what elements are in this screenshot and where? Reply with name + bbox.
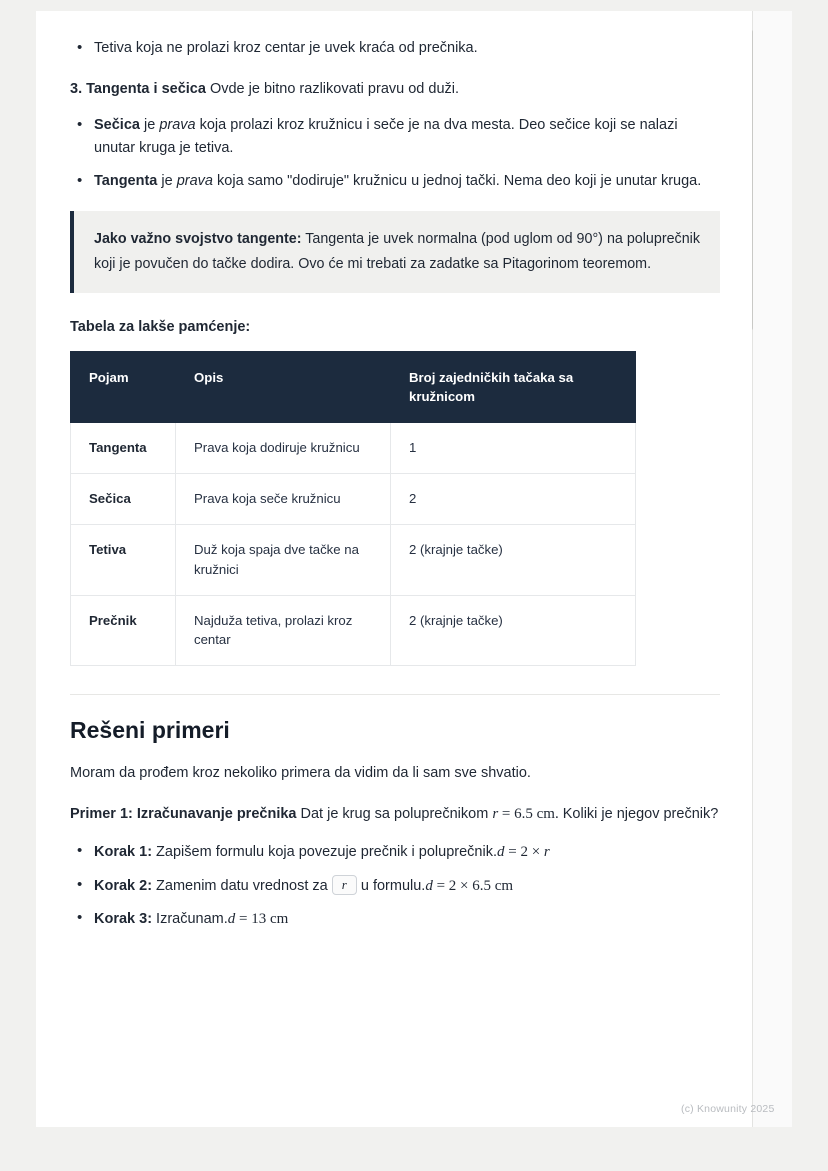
examples-intro: Moram da prođem kroz nekoliko primera da vidim da li sam sve shvatio. — [70, 765, 531, 782]
table-header-row — [71, 352, 636, 423]
list-item — [92, 37, 720, 60]
table-row — [71, 423, 636, 474]
top-bullet-list — [70, 37, 720, 60]
table-cell-term: Tangenta — [71, 423, 176, 474]
callout-bold: Jako važno svojstvo tangente: — [94, 231, 302, 248]
table-cell-count: 2 — [391, 474, 636, 525]
examples-heading: Rešeni primeri — [70, 717, 230, 744]
list-item — [92, 874, 720, 898]
table-title: Tabela za lakše pamćenje: — [70, 319, 251, 336]
korak-1-label: Korak 1: — [94, 844, 153, 861]
table-cell-count: 2 (krajnje tačke) — [391, 595, 636, 666]
table-cell-desc: Prava koja dodiruje kružnicu — [176, 423, 391, 474]
table-header-broj: Broj zajedničkih tačaka sa kružnicom — [391, 352, 636, 423]
korak-3-text: Izračunam. — [152, 911, 228, 928]
primer-1-var-r: r — [492, 805, 499, 822]
table-cell-count: 2 (krajnje tačke) — [391, 525, 636, 596]
list-item — [92, 840, 720, 864]
primer-1-paragraph — [70, 802, 720, 826]
steps-list — [70, 840, 720, 931]
callout-text — [94, 227, 700, 277]
korak-3-formula-rest: = 13 cm — [235, 911, 289, 928]
korak-1-formula-rest: = 2 × — [504, 844, 544, 861]
korak-1-text: Zapišem formulu koja povezuje prečnik i poluprečnik. — [152, 844, 497, 861]
inline-code-chip-r: r — [332, 875, 357, 896]
memory-table — [70, 351, 636, 666]
list-item — [92, 114, 720, 161]
table-cell-term: Sečica — [71, 474, 176, 525]
bullet-rest: koja prolazi kroz kružnicu i seče je na dva mesta. Deo sečice koji se nalazi unutar kruga je tetiva. — [94, 116, 678, 157]
section-3-heading — [70, 78, 720, 101]
top-bullet-text: Tetiva koja ne prolazi kroz centar je uvek kraća od prečnika. — [94, 40, 478, 56]
table-cell-term: Prečnik — [71, 595, 176, 666]
bullet-italic: prava — [176, 172, 213, 189]
table-cell-count: 1 — [391, 423, 636, 474]
table-header-pojam: Pojam — [71, 352, 176, 423]
section-3-heading-bold: 3. Tangenta i sečica — [70, 81, 206, 98]
watermark: (c) Knowunity 2025 — [681, 1103, 775, 1115]
bullet-term-secica: Sečica — [94, 116, 140, 133]
primer-1-bold: Primer 1: Izračunavanje prečnika — [70, 805, 297, 822]
bullet-italic: prava — [159, 116, 196, 133]
table-header-opis: Opis — [176, 352, 391, 423]
section-3-bullet-list — [70, 114, 720, 193]
korak-2-formula-d: d — [425, 877, 433, 894]
korak-2-label: Korak 2: — [94, 877, 153, 894]
table-row — [71, 525, 636, 596]
important-callout — [70, 211, 720, 293]
korak-3-label: Korak 3: — [94, 911, 153, 928]
bullet-mid: je — [139, 116, 160, 133]
korak-1-formula-d: d — [496, 844, 505, 861]
primer-1-after: Koliki je njegov prečnik? — [558, 805, 719, 822]
table-row — [71, 595, 636, 666]
korak-2-text: Zamenim datu vrednost za — [152, 877, 332, 894]
table-cell-desc: Najduža tetiva, prolazi kroz centar — [176, 595, 391, 666]
bullet-rest: koja samo "dodiruje" kružnicu u jednoj tački. Nema deo koji je unutar kruga. — [213, 172, 702, 189]
bullet-mid: je — [157, 172, 177, 189]
section-divider — [70, 694, 720, 695]
primer-1-eq: = 6.5 cm. — [498, 805, 559, 822]
list-item — [92, 907, 720, 931]
bullet-term-tangenta: Tangenta — [94, 172, 158, 189]
korak-2-formula-rest: = 2 × 6.5 cm — [432, 877, 514, 894]
primer-1-before: Dat je krug sa poluprečnikom — [296, 805, 493, 822]
table-cell-desc: Prava koja seče kružnicu — [176, 474, 391, 525]
table-row — [71, 474, 636, 525]
korak-1-formula-r: r — [543, 844, 550, 861]
list-item — [92, 170, 720, 193]
korak-3-formula-d: d — [227, 911, 236, 928]
korak-2-text2: u formulu. — [356, 877, 426, 894]
table-cell-desc: Duž koja spaja dve tačke na kružnici — [176, 525, 391, 596]
document-page — [36, 11, 752, 1127]
section-3-heading-rest: Ovde je bitno razlikovati pravu od duži. — [205, 81, 460, 98]
table-cell-term: Tetiva — [71, 525, 176, 596]
callout-body: Tangenta je uvek normalna (pod uglom od 90°) na poluprečnik koji je povučen do tačke dodira. Ovo će mi trebati za zadatke sa Pitagorinom teoremom. — [94, 231, 700, 273]
right-gutter — [752, 11, 792, 1127]
